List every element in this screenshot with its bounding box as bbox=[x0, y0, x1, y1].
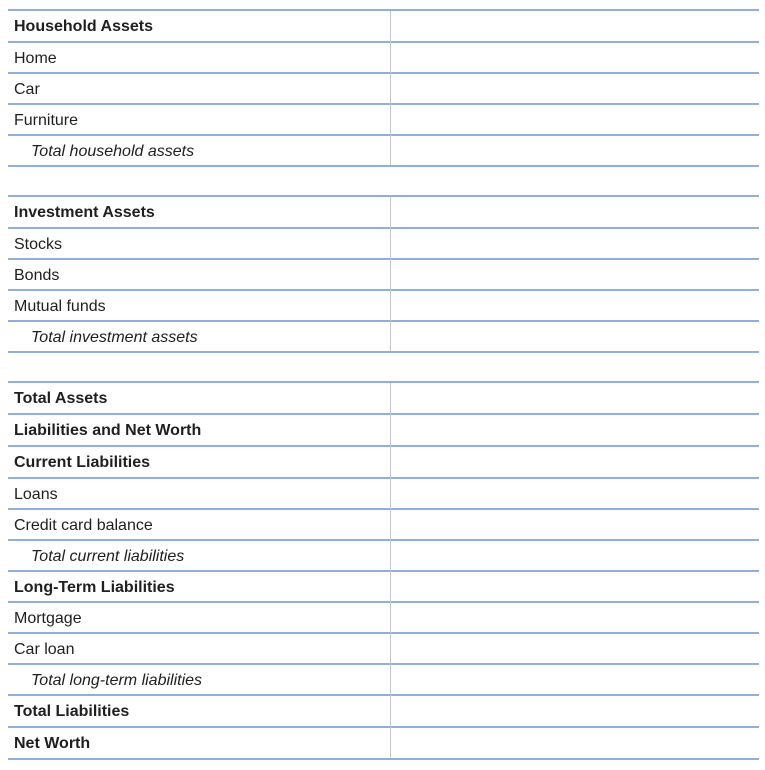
value-cell-net-worth[interactable] bbox=[392, 728, 759, 758]
value-cell-furniture[interactable] bbox=[392, 105, 759, 134]
value-cell-total-assets[interactable] bbox=[392, 383, 759, 413]
value-cell-total-liabilities[interactable] bbox=[392, 696, 759, 726]
value-cell-total-current-liabilities[interactable] bbox=[392, 541, 759, 570]
row-label-long-term-liabilities: Long-Term Liabilities bbox=[14, 579, 175, 596]
row-label-mutual-funds: Mutual funds bbox=[14, 298, 106, 315]
column-divider bbox=[390, 383, 391, 758]
value-cell-loans[interactable] bbox=[392, 479, 759, 508]
row-label-mortgage: Mortgage bbox=[14, 610, 82, 627]
row-label-investment-assets: Investment Assets bbox=[14, 204, 155, 221]
row-label-household-assets: Household Assets bbox=[14, 18, 153, 35]
row-label-home: Home bbox=[14, 50, 57, 67]
value-cell-long-term-liabilities[interactable] bbox=[392, 572, 759, 601]
row-label-total-assets: Total Assets bbox=[14, 390, 108, 407]
value-cell-credit-card-balance[interactable] bbox=[392, 510, 759, 539]
value-cell-mutual-funds[interactable] bbox=[392, 291, 759, 320]
value-cell-mortgage[interactable] bbox=[392, 603, 759, 632]
value-cell-investment-assets[interactable] bbox=[392, 197, 759, 227]
column-divider bbox=[390, 197, 391, 351]
row-label-net-worth: Net Worth bbox=[14, 735, 91, 752]
row-label-total-liabilities: Total Liabilities bbox=[14, 703, 130, 720]
row-label-loans: Loans bbox=[14, 486, 58, 503]
row-label-total-long-term-liabilities: Total long-term liabilities bbox=[31, 672, 203, 689]
row-rule bbox=[8, 165, 759, 167]
value-cell-stocks[interactable] bbox=[392, 229, 759, 258]
row-label-bonds: Bonds bbox=[14, 267, 60, 284]
row-label-total-current-liabilities: Total current liabilities bbox=[31, 548, 185, 565]
value-cell-car[interactable] bbox=[392, 74, 759, 103]
row-label-car-loan: Car loan bbox=[14, 641, 75, 658]
value-cell-household-assets[interactable] bbox=[392, 11, 759, 41]
value-cell-total-household-assets[interactable] bbox=[392, 136, 759, 165]
value-cell-car-loan[interactable] bbox=[392, 634, 759, 663]
row-label-current-liabilities: Current Liabilities bbox=[14, 454, 151, 471]
row-label-car: Car bbox=[14, 81, 40, 98]
row-label-total-investment-assets: Total investment assets bbox=[31, 329, 198, 346]
row-label-stocks: Stocks bbox=[14, 236, 63, 253]
value-cell-bonds[interactable] bbox=[392, 260, 759, 289]
row-label-total-household-assets: Total household assets bbox=[31, 143, 195, 160]
row-rule bbox=[8, 351, 759, 353]
row-label-credit-card-balance: Credit card balance bbox=[14, 517, 153, 534]
row-label-liabilities-and-net-worth: Liabilities and Net Worth bbox=[14, 422, 202, 439]
value-cell-current-liabilities[interactable] bbox=[392, 447, 759, 477]
value-cell-liabilities-and-net-worth[interactable] bbox=[392, 415, 759, 445]
column-divider bbox=[390, 11, 391, 165]
row-label-furniture: Furniture bbox=[14, 112, 79, 129]
value-cell-home[interactable] bbox=[392, 43, 759, 72]
value-cell-total-investment-assets[interactable] bbox=[392, 322, 759, 351]
value-cell-total-long-term-liabilities[interactable] bbox=[392, 665, 759, 694]
row-rule bbox=[8, 758, 759, 760]
